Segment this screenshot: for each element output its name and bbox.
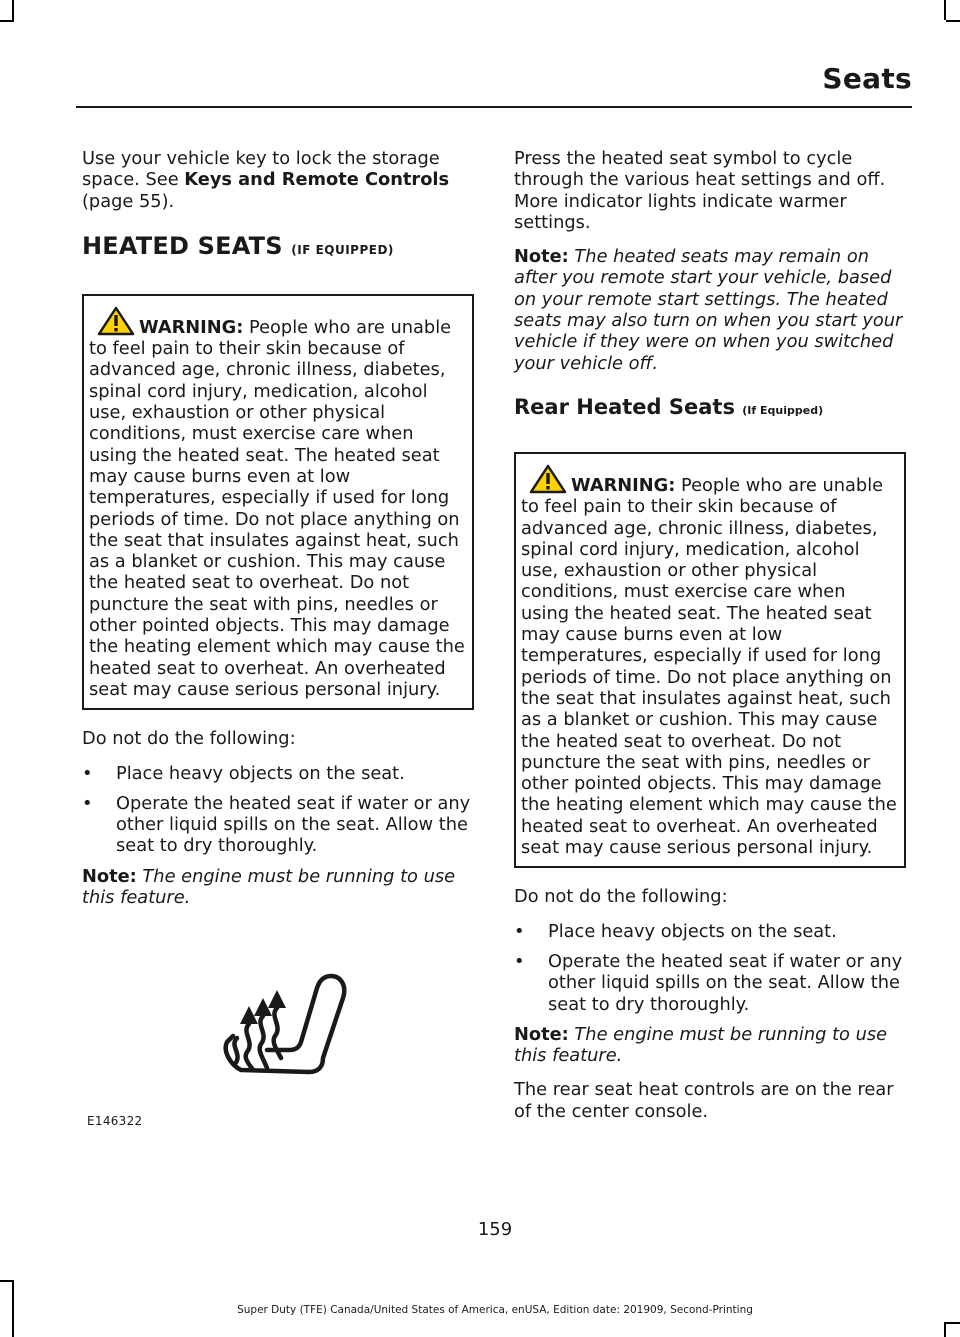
list-item — [514, 921, 906, 942]
bullet: • — [514, 950, 525, 972]
engine-note — [514, 1024, 906, 1067]
crop-mark — [944, 0, 946, 20]
do-not-intro: Do not do the following: — [82, 728, 296, 750]
list-item-text: Place heavy objects on the seat. — [116, 762, 405, 784]
intro-text: Use your vehicle key to lock the storage space. See — [82, 148, 440, 191]
list-item-text: Operate the heated seat if water or any other liquid spills on the seat. Allow the seat to dry thoroughly. — [116, 792, 471, 857]
figure-code: E146322 — [87, 1114, 143, 1128]
note-label: Note: — [514, 1023, 569, 1045]
do-not-list — [82, 763, 474, 857]
warning-triangle-icon — [529, 464, 567, 494]
footer-edition-text: Super Duty (TFE) Canada/United States of America, enUSA, Edition date: 201909, Second-Printing — [237, 1304, 753, 1316]
warning-label: WARNING: — [571, 474, 676, 496]
right-column — [514, 148, 906, 1135]
note-text: The engine must be running to use this feature. — [82, 865, 456, 909]
intro-page-ref: (page 55). — [82, 190, 175, 212]
bullet: • — [82, 762, 93, 784]
warning-box — [514, 452, 906, 868]
intro-paragraph — [82, 148, 474, 212]
page-title: Seats — [822, 62, 912, 95]
remote-start-note — [514, 246, 906, 374]
crop-mark — [944, 1322, 946, 1337]
crop-mark — [12, 0, 14, 20]
page-number: 159 — [477, 1219, 513, 1240]
list-item — [514, 951, 906, 1015]
list-item — [82, 763, 474, 784]
list-item — [82, 793, 474, 857]
heading-main: HEATED SEATS — [82, 231, 283, 260]
crop-mark — [946, 20, 960, 22]
list-item-text: Operate the heated seat if water or any other liquid spills on the seat. Allow the seat to dry thoroughly. — [548, 950, 903, 1015]
crop-mark — [0, 20, 14, 22]
crop-mark — [946, 1322, 960, 1324]
do-not-intro: Do not do the following: — [514, 886, 728, 908]
engine-note — [82, 866, 474, 909]
bullet: • — [514, 920, 525, 942]
note-label: Note: — [82, 865, 137, 887]
note-text: The engine must be running to use this feature. — [514, 1023, 888, 1067]
list-item-text: Place heavy objects on the seat. — [548, 920, 837, 942]
note-text: The heated seats may remain on after you remote start your vehicle, based on your remote start settings. The heated seats may also turn on when you start your vehicle if they were on when you switched your vehicle off. — [514, 246, 903, 374]
rear-controls-paragraph: The rear seat heat controls are on the rear of the center console. — [514, 1079, 894, 1122]
do-not-list — [514, 921, 906, 1015]
crop-mark — [0, 1280, 14, 1282]
rear-heated-seats-heading — [514, 394, 906, 424]
left-column — [82, 148, 474, 921]
heading-main: Rear Heated Seats — [514, 394, 735, 419]
warning-text: People who are unable to feel pain to their skin because of advanced age, chronic illness, diabetes, spinal cord injury, medication, alcohol use, exhaustion or other physical conditions, must exercise care when using the heated seat. The heated seat may cause burns even at low temperatures, especially if used for long periods of time. Do not place anything on the seat that insulates against heat, such as a blanket or cushion. This may cause the heated seat to overheat. Do not puncture the seat with pins, needles or other pointed objects. This may damage the heating element which may cause the heated seat to overheat. An overheated seat may cause serious personal injury. — [521, 474, 897, 859]
heated-seat-icon — [219, 968, 359, 1086]
heading-qualifier: (IF EQUIPPED) — [291, 242, 394, 257]
heading-qualifier: (If Equipped) — [742, 403, 824, 417]
keys-remote-link[interactable]: Keys and Remote Controls — [184, 169, 450, 191]
warning-text: People who are unable to feel pain to their skin because of advanced age, chronic illness, diabetes, spinal cord injury, medication, alcohol use, exhaustion or other physical conditions, must exercise care when using the heated seat. The heated seat may cause burns even at low temperatures, especially if used for long periods of time. Do not place anything on the seat that insulates against heat, such as a blanket or cushion. This may cause the heated seat to overheat. Do not puncture the seat with pins, needles or other pointed objects. This may damage the heating element which may cause the heated seat to overheat. An overheated seat may cause serious personal injury. — [89, 316, 465, 700]
warning-triangle-icon — [97, 306, 135, 336]
press-paragraph: Press the heated seat symbol to cycle through the various heat settings and off. More indicator lights indicate warmer settings. — [514, 148, 886, 233]
warning-label: WARNING: — [139, 316, 244, 338]
header-rule — [76, 106, 912, 108]
heated-seats-heading — [82, 232, 474, 264]
warning-box — [82, 294, 474, 710]
bullet: • — [82, 792, 93, 814]
note-label: Note: — [514, 246, 569, 268]
